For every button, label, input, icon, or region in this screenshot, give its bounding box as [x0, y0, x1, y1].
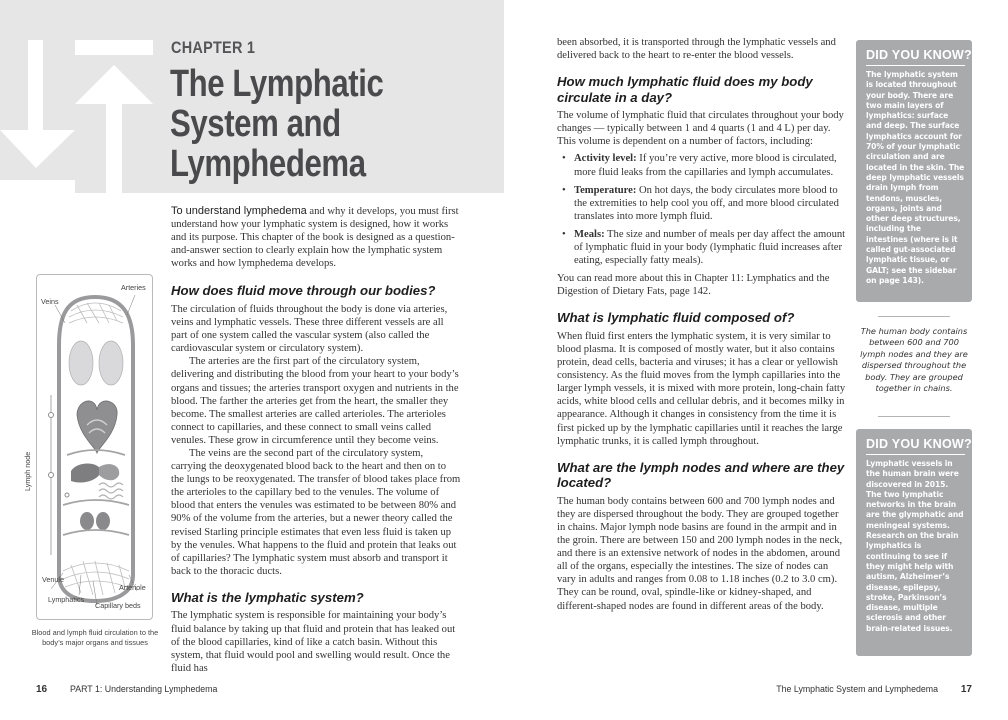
figure-label-venule: Venule: [42, 575, 64, 584]
body-paragraph: The circulation of fluids throughout the body is done via arteries, veins and lymphatic vessels. These three different vessels are all part of one system called the vascular system (also called the cardiovascular system or circulatory system).: [171, 303, 448, 355]
down-arrow-shaft: [28, 40, 43, 132]
intro-rest: and why it develops, you must first understand how your lymphatic system is designed, how it works and its purpose. This chapter of the book is designed as a question-and-answer section to clearly explain how the lymphatic system works and how lymphedema develops.: [171, 206, 459, 270]
did-you-know-sidebar: [856, 40, 972, 302]
figure-label-capillary-beds: Capillary beds: [95, 601, 141, 610]
arrows-decoration-icon: [0, 0, 160, 193]
up-arrow-head: [75, 65, 153, 104]
page-number: 16: [36, 684, 48, 695]
list-item-text: If you’re very active, more blood is circulated, more fluid leaks from the capillaries and lymph accumulates.: [574, 153, 837, 178]
figure-label-lymphatics: Lymphatics: [48, 595, 85, 604]
sidebar-title: DID YOU KNOW?: [866, 437, 965, 455]
body-paragraph: been absorbed, it is transported through the lymphatic vessels and delivered back to the heart to re-enter the blood vessels.: [557, 37, 836, 62]
list-item: [557, 184, 847, 223]
chapter-title-line: Lymphedema: [170, 143, 366, 185]
right-body-column: [557, 36, 847, 613]
list-item-text: On hot days, the body circulates more blood to the extremities to help cool you off, and more blood circulated translates into more lymph fluid.: [574, 184, 839, 222]
pull-quote: The human body contains between 600 and 700 lymph nodes and they are dispersed throughout the body. They are grouped together in chains.: [860, 326, 968, 394]
top-bar: [75, 40, 153, 55]
factors-list: [557, 152, 847, 267]
running-head: PART 1: Understanding Lymphedema: [70, 684, 218, 694]
chapter-title: [170, 64, 441, 184]
circulation-illustration: [37, 275, 154, 621]
down-arrow-head: [0, 130, 75, 168]
footer-left: [36, 684, 217, 695]
body-paragraph: The lymphatic system is responsible for maintaining your body’s fluid balance by taking up that fluid and protein that has leaked out of the blood capillaries, kind of like a catch basin. Without this system, that fluid would pool and swelling would result. Once the fluid has: [171, 610, 456, 674]
running-head: The Lymphatic System and Lymphedema: [776, 684, 938, 694]
body-paragraph: The volume of lymphatic fluid that circulates throughout your body changes — typically between 1 and 4 quarts (1 and 4 L) per day. This volume is dependent on a number of factors, including:: [557, 110, 844, 148]
list-item-term: Meals:: [574, 228, 605, 240]
section-heading: How does fluid move through our bodies?: [171, 283, 436, 299]
figure-caption: Blood and lymph fluid circulation to the body’s major organs and tissues: [31, 628, 159, 647]
sidebar-title: DID YOU KNOW?: [866, 48, 965, 66]
body-paragraph: The veins are the second part of the circulatory system, carrying the deoxygenated blood back to the heart and then on to the lungs to be reoxygenated. The transfer of blood takes place from the arterioles to the capillary bed to the venules. The volume of blood that enters the venules was estimated to be between 80% and 90% of the volume from the arteries, but a newer theory called the revised Starling principle estimates that even less fluid is taken up by the venules. What happens to the fluid and protein that leaks out of capillaries? The lymphatic system must absorb and transport it back to the thoracic ducts.: [171, 448, 461, 577]
list-item: [557, 228, 847, 267]
sidebar-body: The lymphatic system is located throughout your body. There are two main layers of lymphatics: surface and deep. The surface lymphatics account for 70% of your lymphatic circulation and are located in the skin. The deep lymphatic vessels drain lymph from tendons, muscles, organs, joints and other deep structures, including the intestines (where is it called gut-associated lymphatic tissue, or GALT; see the sidebar on page 143).: [866, 70, 965, 285]
chapter-title-line: System and: [170, 103, 341, 145]
pullquote-rule-bottom: [878, 416, 950, 417]
figure-label-lymph-node: Lymph node: [23, 451, 32, 491]
section-heading: What is lymphatic fluid composed of?: [557, 310, 795, 326]
figure-label-veins: Veins: [41, 297, 59, 306]
figure-label-arteries: Arteries: [121, 283, 146, 292]
list-item: [557, 152, 847, 178]
chapter-title-line: The Lymphatic: [170, 63, 384, 105]
page-number: 17: [960, 684, 972, 695]
bottom-bar: [0, 180, 75, 193]
figure-label-arteriole: Arteriole: [119, 583, 146, 592]
intro-lead: To understand lymphedema: [171, 205, 307, 217]
list-item-text: The size and number of meals per day affect the amount of lymphatic fluid in your body (lymphatic fluid increases after eating, especially fatty meals).: [574, 228, 846, 267]
intro-paragraph: [171, 205, 461, 270]
up-arrow-shaft: [106, 102, 122, 193]
did-you-know-sidebar: [856, 429, 972, 656]
list-item-term: Activity level:: [574, 153, 637, 165]
body-paragraph: The arteries are the first part of the circulatory system, delivering and distributing the blood from your heart to your body’s organs and tissues; the arteries transport oxygen and nutrients in the blood. The farther the arteries get from the heart, the smaller they become. The smallest arteries are called arterioles. The arterioles connect to capillaries, and these connect to small veins called venules. These grow in circumference until they become veins.: [171, 356, 459, 446]
body-paragraph: The human body contains between 600 and 700 lymph nodes and they are dispersed throughout the body. They are grouped together in chains. Major lymph node basins are found in the armpit and in the groin. There are between 150 and 200 lymph nodes in the neck, and there is an extensive network of nodes in the abdomen, around all of the organs, especially the intestines. The size of nodes can vary in adults and ranges from 0.08 to 1.18 inches (0.2 to 3.0 cm). They can be round, oval, spindle-like or kidney-shaped, and different-shaped nodes are found in different areas of the body.: [557, 495, 843, 612]
sidebar-body: Lymphatic vessels in the human brain were discovered in 2015. The two lymphatic networks in the brain are the glymphatic and meningeal systems. Research on the brain lymphatics is continuing to see if they might help with autism, Alzheimer’s disease, epilepsy, stroke, Parkinson’s disease, multiple sclerosis and other brain-related issues.: [866, 459, 964, 633]
list-item-term: Temperature:: [574, 184, 637, 196]
section-heading: What is the lymphatic system?: [171, 589, 364, 605]
footer-right: [776, 684, 972, 695]
circulation-diagram: [23, 274, 153, 620]
body-paragraph: When fluid first enters the lymphatic system, it is very similar to blood plasma. It is composed of mostly water, but it also contains protein, dead cells, bacteria and viruses; it has a clear or yellowish consistency. As the fluid moves from the lymph capillaries into the larger lymph vessels, it is mixed with more protein, long-chain fatty acids, white blood cells and cellular debris, and it becomes milky in appearance. Although it changes in consistency from the time it is first picked up by the lymphatic capillaries until it reaches the large lymphatic trunks, it is called lymph throughout.: [557, 330, 846, 447]
pullquote-rule-top: [878, 316, 950, 317]
body-paragraph: You can read more about this in Chapter 11: Lymphatics and the Digestion of Dietary Fats, page 142.: [557, 273, 830, 298]
left-body-column: [171, 205, 461, 675]
chapter-label: CHAPTER 1: [171, 38, 256, 57]
section-heading: How much lymphatic fluid does my body circulate in a day?: [557, 74, 813, 105]
section-heading: What are the lymph nodes and where are they located?: [557, 459, 845, 491]
